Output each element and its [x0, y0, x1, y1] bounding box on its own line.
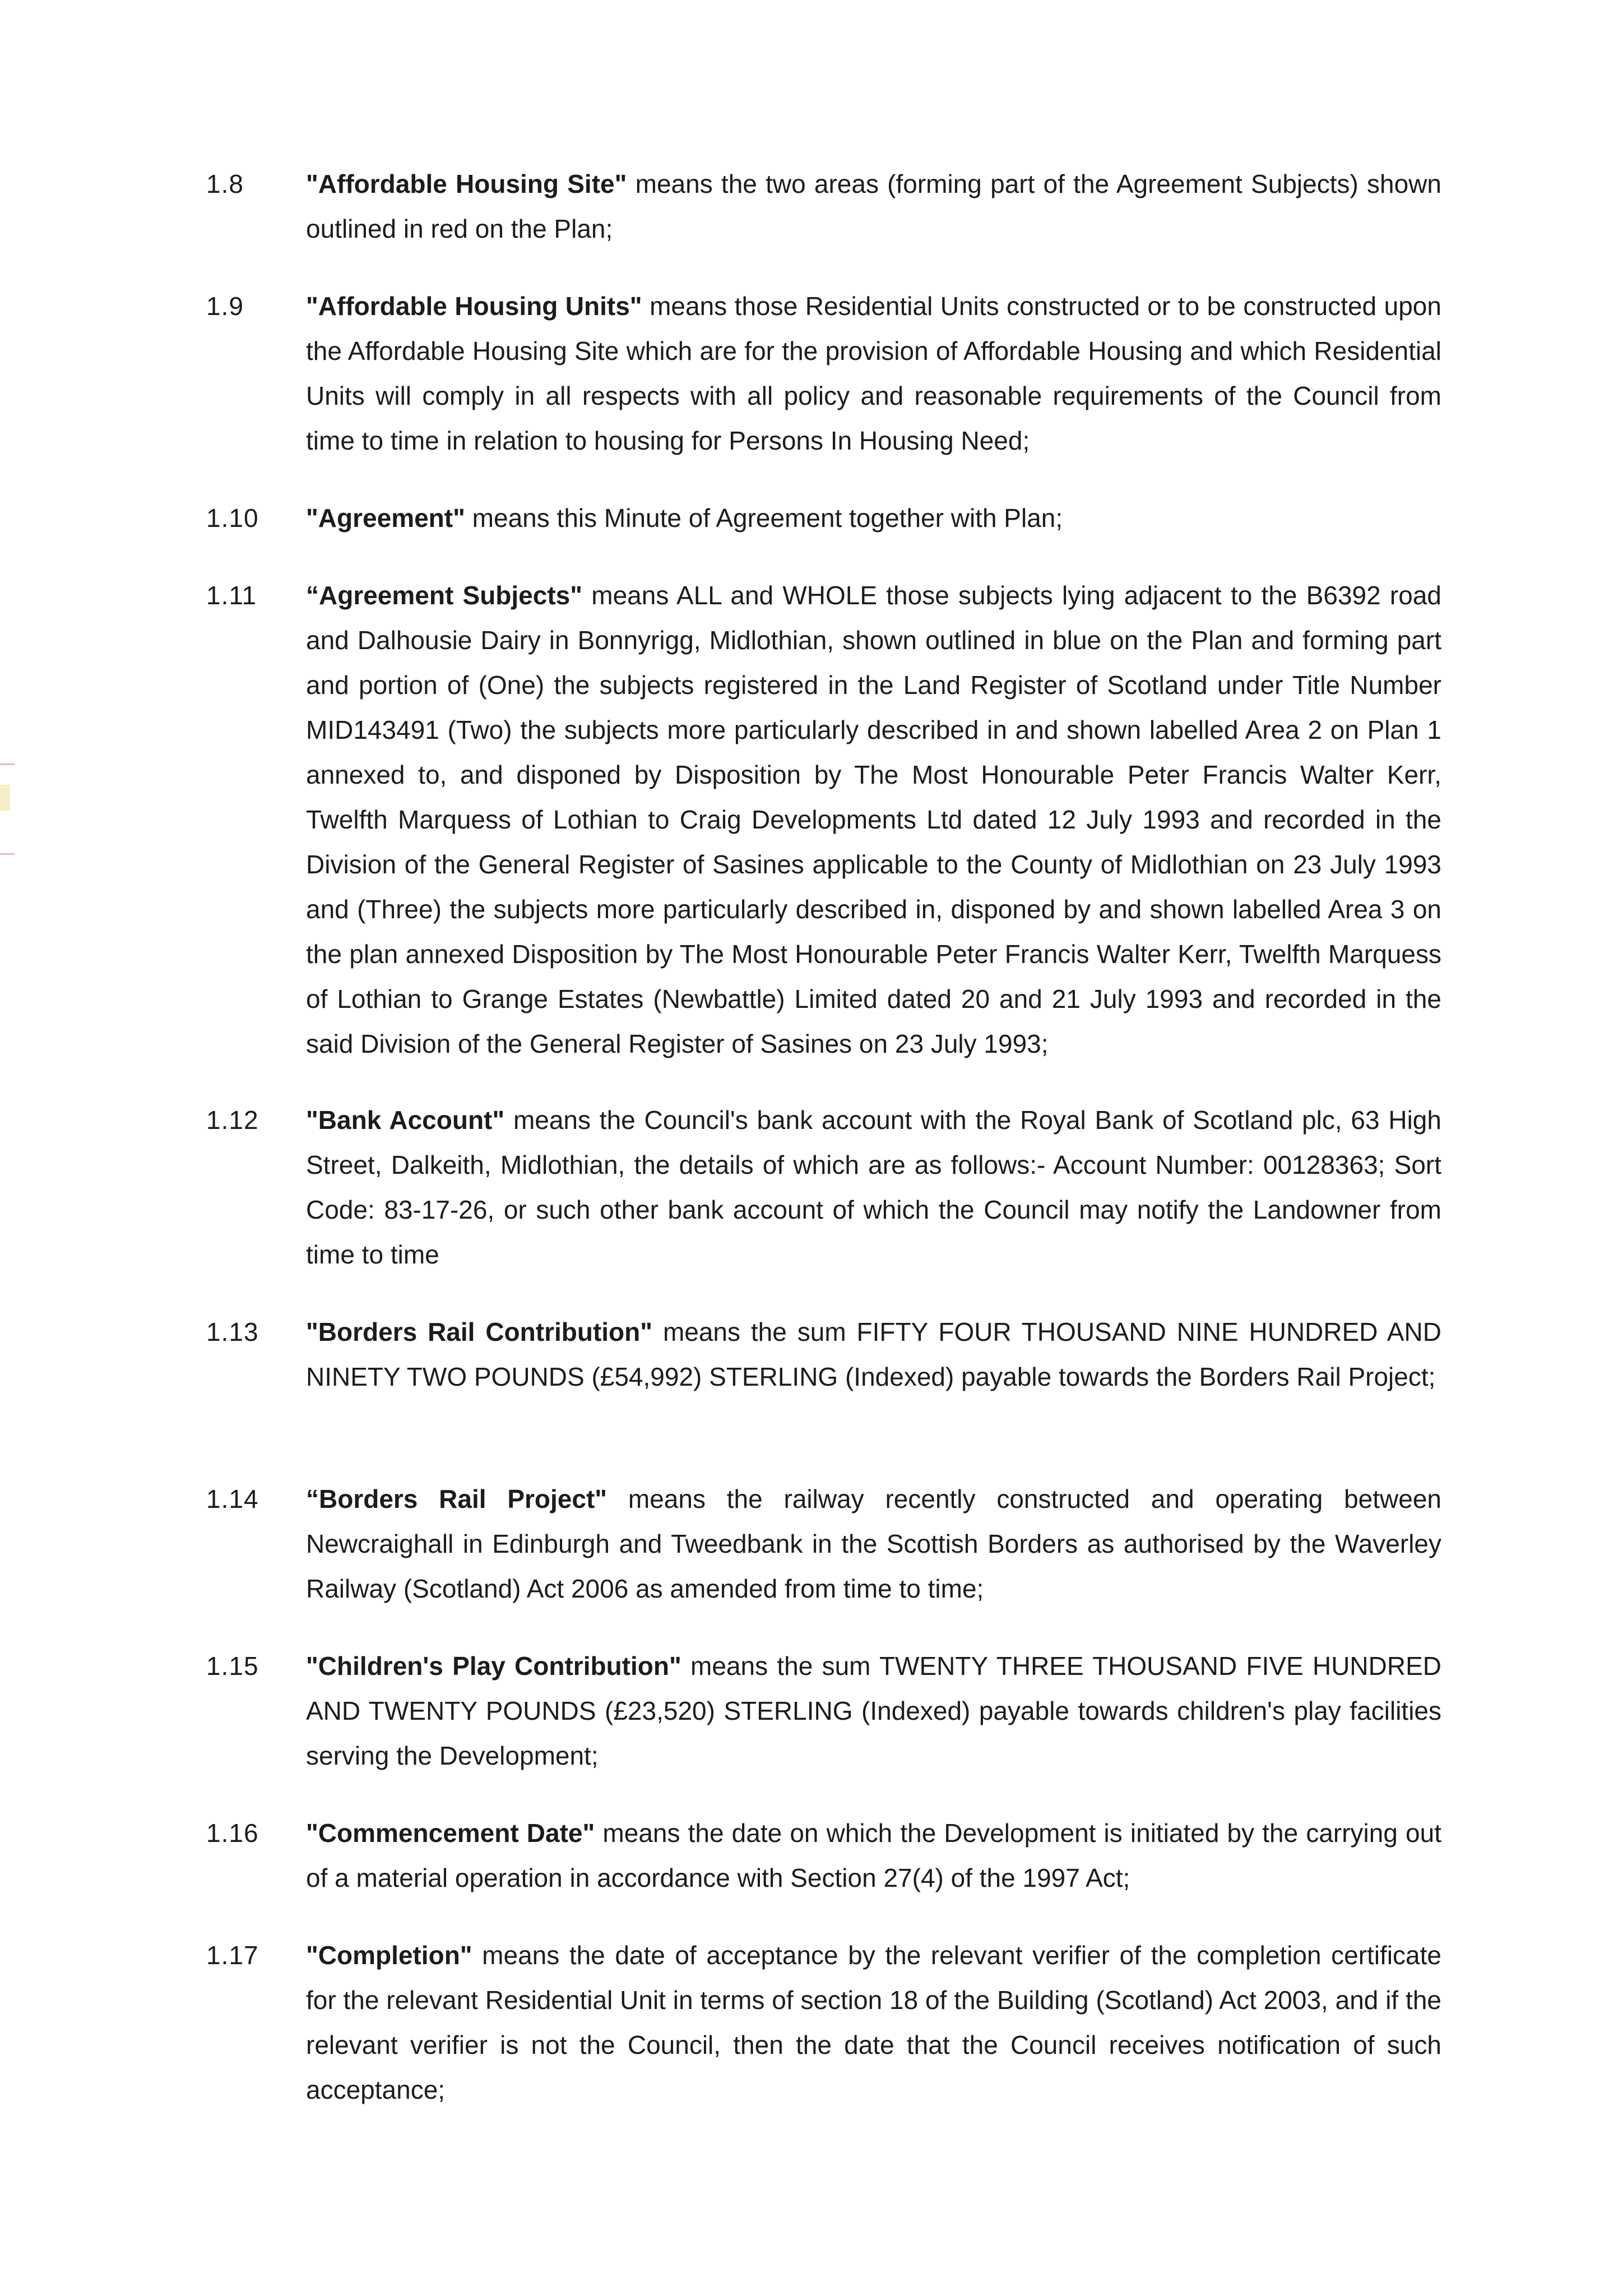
- clause-number: 1.16: [206, 1818, 259, 1848]
- clause-number: 1.10: [206, 503, 259, 533]
- defined-term: "Commencement Date": [306, 1818, 595, 1848]
- defined-term: “Agreement Subjects": [306, 581, 583, 610]
- clause-number: 1.14: [206, 1484, 259, 1513]
- clause-body: [306, 573, 1441, 1066]
- clause-number: 1.11: [206, 581, 257, 610]
- defined-term: "Bank Account": [306, 1105, 505, 1135]
- clause-text: means the railway recently constructed and operating between Newcraighall in Edinburgh and Tweedbank in the Scottish Borders as authorised by the Waverley Railway (Scotland) Act 2006 as amended from time to time;: [306, 1484, 1441, 1603]
- clause-text: means the date of acceptance by the relevant verifier of the completion certificate for the relevant Residential Unit in terms of section 18 of the Building (Scotland) Act 2003, and if the relevant verifier is not the Council, then the date that the Council receives notification of such acceptance;: [306, 1941, 1441, 2104]
- defined-term: "Children's Play Contribution": [306, 1651, 681, 1681]
- defined-term: "Affordable Housing Units": [306, 291, 642, 321]
- clause-text: means those Residential Units constructed or to be constructed upon the Affordable Housing Site which are for the provision of Affordable Housing and which Residential Units will comply in all respects with all policy and reasonable requirements of the Council from time to time in relation to housing for Persons In Housing Need;: [306, 291, 1441, 455]
- clause-number: 1.9: [206, 291, 244, 321]
- defined-term: "Agreement": [306, 503, 465, 533]
- defined-term: “Borders Rail Project": [306, 1484, 608, 1513]
- clause-number: 1.17: [206, 1941, 259, 1970]
- defined-term: "Completion": [306, 1941, 472, 1970]
- clause-text: means this Minute of Agreement together with Plan;: [465, 503, 1063, 533]
- clause-body: [306, 284, 1441, 463]
- scan-artifact-mark: [0, 763, 15, 765]
- clause-body: [306, 161, 1441, 251]
- clause-body: [306, 1644, 1441, 1778]
- clause-number: 1.8: [206, 169, 244, 198]
- clause-text: means the Council's bank account with the Royal Bank of Scotland plc, 63 High Street, Dalkeith, Midlothian, the details of which are as follows:- Account Number: 00128363; Sort Code: 83-17-26, or such other bank account of which the Council may notify the Landowner from time to time: [306, 1105, 1441, 1269]
- clause-text: means the date on which the Development is initiated by the carrying out of a material operation in accordance with Section 27(4) of the 1997 Act;: [306, 1818, 1441, 1892]
- clause-body: [306, 1933, 1441, 2112]
- scan-artifact-mark: [0, 853, 15, 855]
- clause-number: 1.15: [206, 1651, 259, 1681]
- clause-body: [306, 496, 1441, 540]
- clause-body: [306, 1476, 1441, 1611]
- clause-text: means ALL and WHOLE those subjects lying adjacent to the B6392 road and Dalhousie Dairy in Bonnyrigg, Midlothian, shown outlined in blue on the Plan and forming part and portion of (One) the subjects registered in the Land Register of Scotland under Title Number MID143491 (Two) the subjects more particularly described in and shown labelled Area 2 on Plan 1 annexed to, and disponed by Disposition by The Most Honourable Peter Francis Walter Kerr, Twelfth Marquess of Lothian to Craig Developments Ltd dated 12 July 1993 and recorded in the Division of the General Register of Sasines applicable to the County of Midlothian on 23 July 1993 and (Three) the subjects more particularly described in, disponed by and shown labelled Area 3 on the plan annexed Disposition by The Most Honourable Peter Francis Walter Kerr, Twelfth Marquess of Lothian to Grange Estates (Newbattle) Limited dated 20 and 21 July 1993 and recorded in the said Division of the General Register of Sasines on 23 July 1993;: [306, 581, 1441, 1058]
- clause-text: means the sum FIFTY FOUR THOUSAND NINE HUNDRED AND NINETY TWO POUNDS (£54,992) STERLING (Indexed) payable towards the Borders Rail Project;: [306, 1317, 1441, 1391]
- clause-text: means the two areas (forming part of the Agreement Subjects) shown outlined in red on the Plan;: [306, 169, 1441, 243]
- defined-term: "Borders Rail Contribution": [306, 1317, 653, 1346]
- defined-term: "Affordable Housing Site": [306, 169, 627, 198]
- clause-body: [306, 1098, 1441, 1277]
- scan-artifact-mark: [0, 785, 10, 811]
- clause-number: 1.12: [206, 1105, 259, 1135]
- clause-body: [306, 1309, 1441, 1399]
- clause-number: 1.13: [206, 1317, 259, 1346]
- clause-body: [306, 1811, 1441, 1900]
- clause-text: means the sum TWENTY THREE THOUSAND FIVE HUNDRED AND TWENTY POUNDS (£23,520) STERLING (Indexed) payable towards children's play facilities serving the Development;: [306, 1651, 1441, 1770]
